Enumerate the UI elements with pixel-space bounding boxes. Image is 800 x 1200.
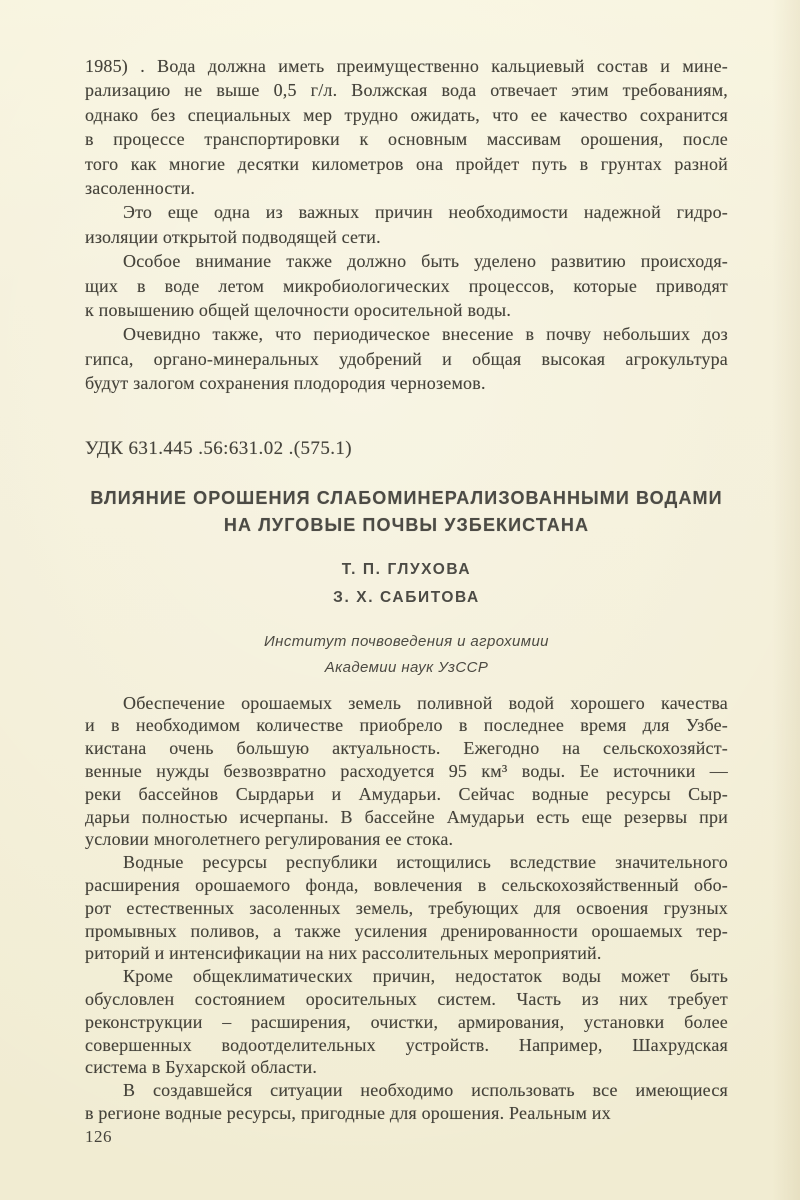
page-number: 126 [85, 1126, 112, 1146]
author-1: Т. П. ГЛУХОВА [341, 560, 472, 578]
article-body [85, 692, 728, 1125]
body-paragraph-1: Обеспечение орошаемых земель поливной водой хорошего качества и в необходимом количестве приобрело в последнее время для Узбе- кистана очень большую актуальность. Ежегодно на сельскохозяйст- венные нужды безвозвратно расходуется 95 км³ воды. Ее источники — реки бассейнов Сырдарьи и Амударьи. Сейчас водные ресурсы Сыр- дарьи полностью исчерпаны. В бассейне Амударьи есть еще резервы при условии многолетнего регулирования ее стока. [85, 692, 728, 850]
intro-paragraph-3: Особое внимание также должно быть уделено развитию происходя- щих в воде летом микробиологических процессов, которые приводят к повышению общей щелочности оросительной воды. [85, 251, 728, 321]
authors-block [85, 556, 728, 612]
affiliation-block [85, 629, 728, 681]
author-2: З. Х. САБИТОВА [333, 588, 480, 606]
intro-paragraph-4: Очевидно также, что периодическое внесение в почву небольших доз гипса, органо-минеральных удобрений и общая высокая агрокультура будут залогом сохранения плодородия черноземов. [85, 324, 728, 394]
intro-paragraph-1: 1985) . Вода должна иметь преимущественно кальциевый состав и мине- рализацию не выше 0,5 г/л. Волжская вода отвечает этим требованиям, однако без специальных мер трудно ожидать, что ее качество сохранится в процессе транспортировки к основным массивам орошения, после того как многие десятки километров она пройдет путь в грунтах разной засоленности. [85, 56, 728, 199]
article-title-line-2: НА ЛУГОВЫЕ ПОЧВЫ УЗБЕКИСТАНА [223, 514, 590, 535]
body-paragraph-4: В создавшейся ситуации необходимо использовать все имеющиеся в регионе водные ресурсы, пригодные для орошения. Реальным их [85, 1080, 728, 1124]
body-paragraph-2: Водные ресурсы республики истощились вследствие значительного расширения орошаемого фонда, вовлечения в сельскохозяйственный обо- рот естественных засоленных земель, требующих для освоения грузных промывных поливов, а также усиления дренированности орошаемых тер- риторий и интенсификации на них рассолительных мероприятий. [85, 852, 728, 964]
article-title [85, 485, 728, 539]
intro-continuation-section [85, 54, 728, 396]
affiliation-line-2: Академии наук УзССР [324, 658, 489, 676]
article-title-line-1: ВЛИЯНИЕ ОРОШЕНИЯ СЛАБОМИНЕРАЛИЗОВАННЫМИ ВОДАМИ [90, 487, 723, 508]
udc-code: УДК 631.445 .56:631.02 .(575.1) [85, 437, 352, 459]
intro-paragraph-2: Это еще одна из важных причин необходимости надежной гидро- изоляции открытой подводящей сети. [85, 202, 728, 247]
body-paragraph-3: Кроме общеклиматических причин, недостаток воды может быть обусловлен состоянием оросительных систем. Часть из них требует реконструкции – расширения, очистки, армирования, установки более совершенных водоотделительных устройств. Например, Шахрудская система в Бухарской области. [85, 966, 728, 1078]
text-block [85, 54, 728, 1147]
affiliation-line-1: Институт почвоведения и агрохимии [264, 632, 549, 650]
